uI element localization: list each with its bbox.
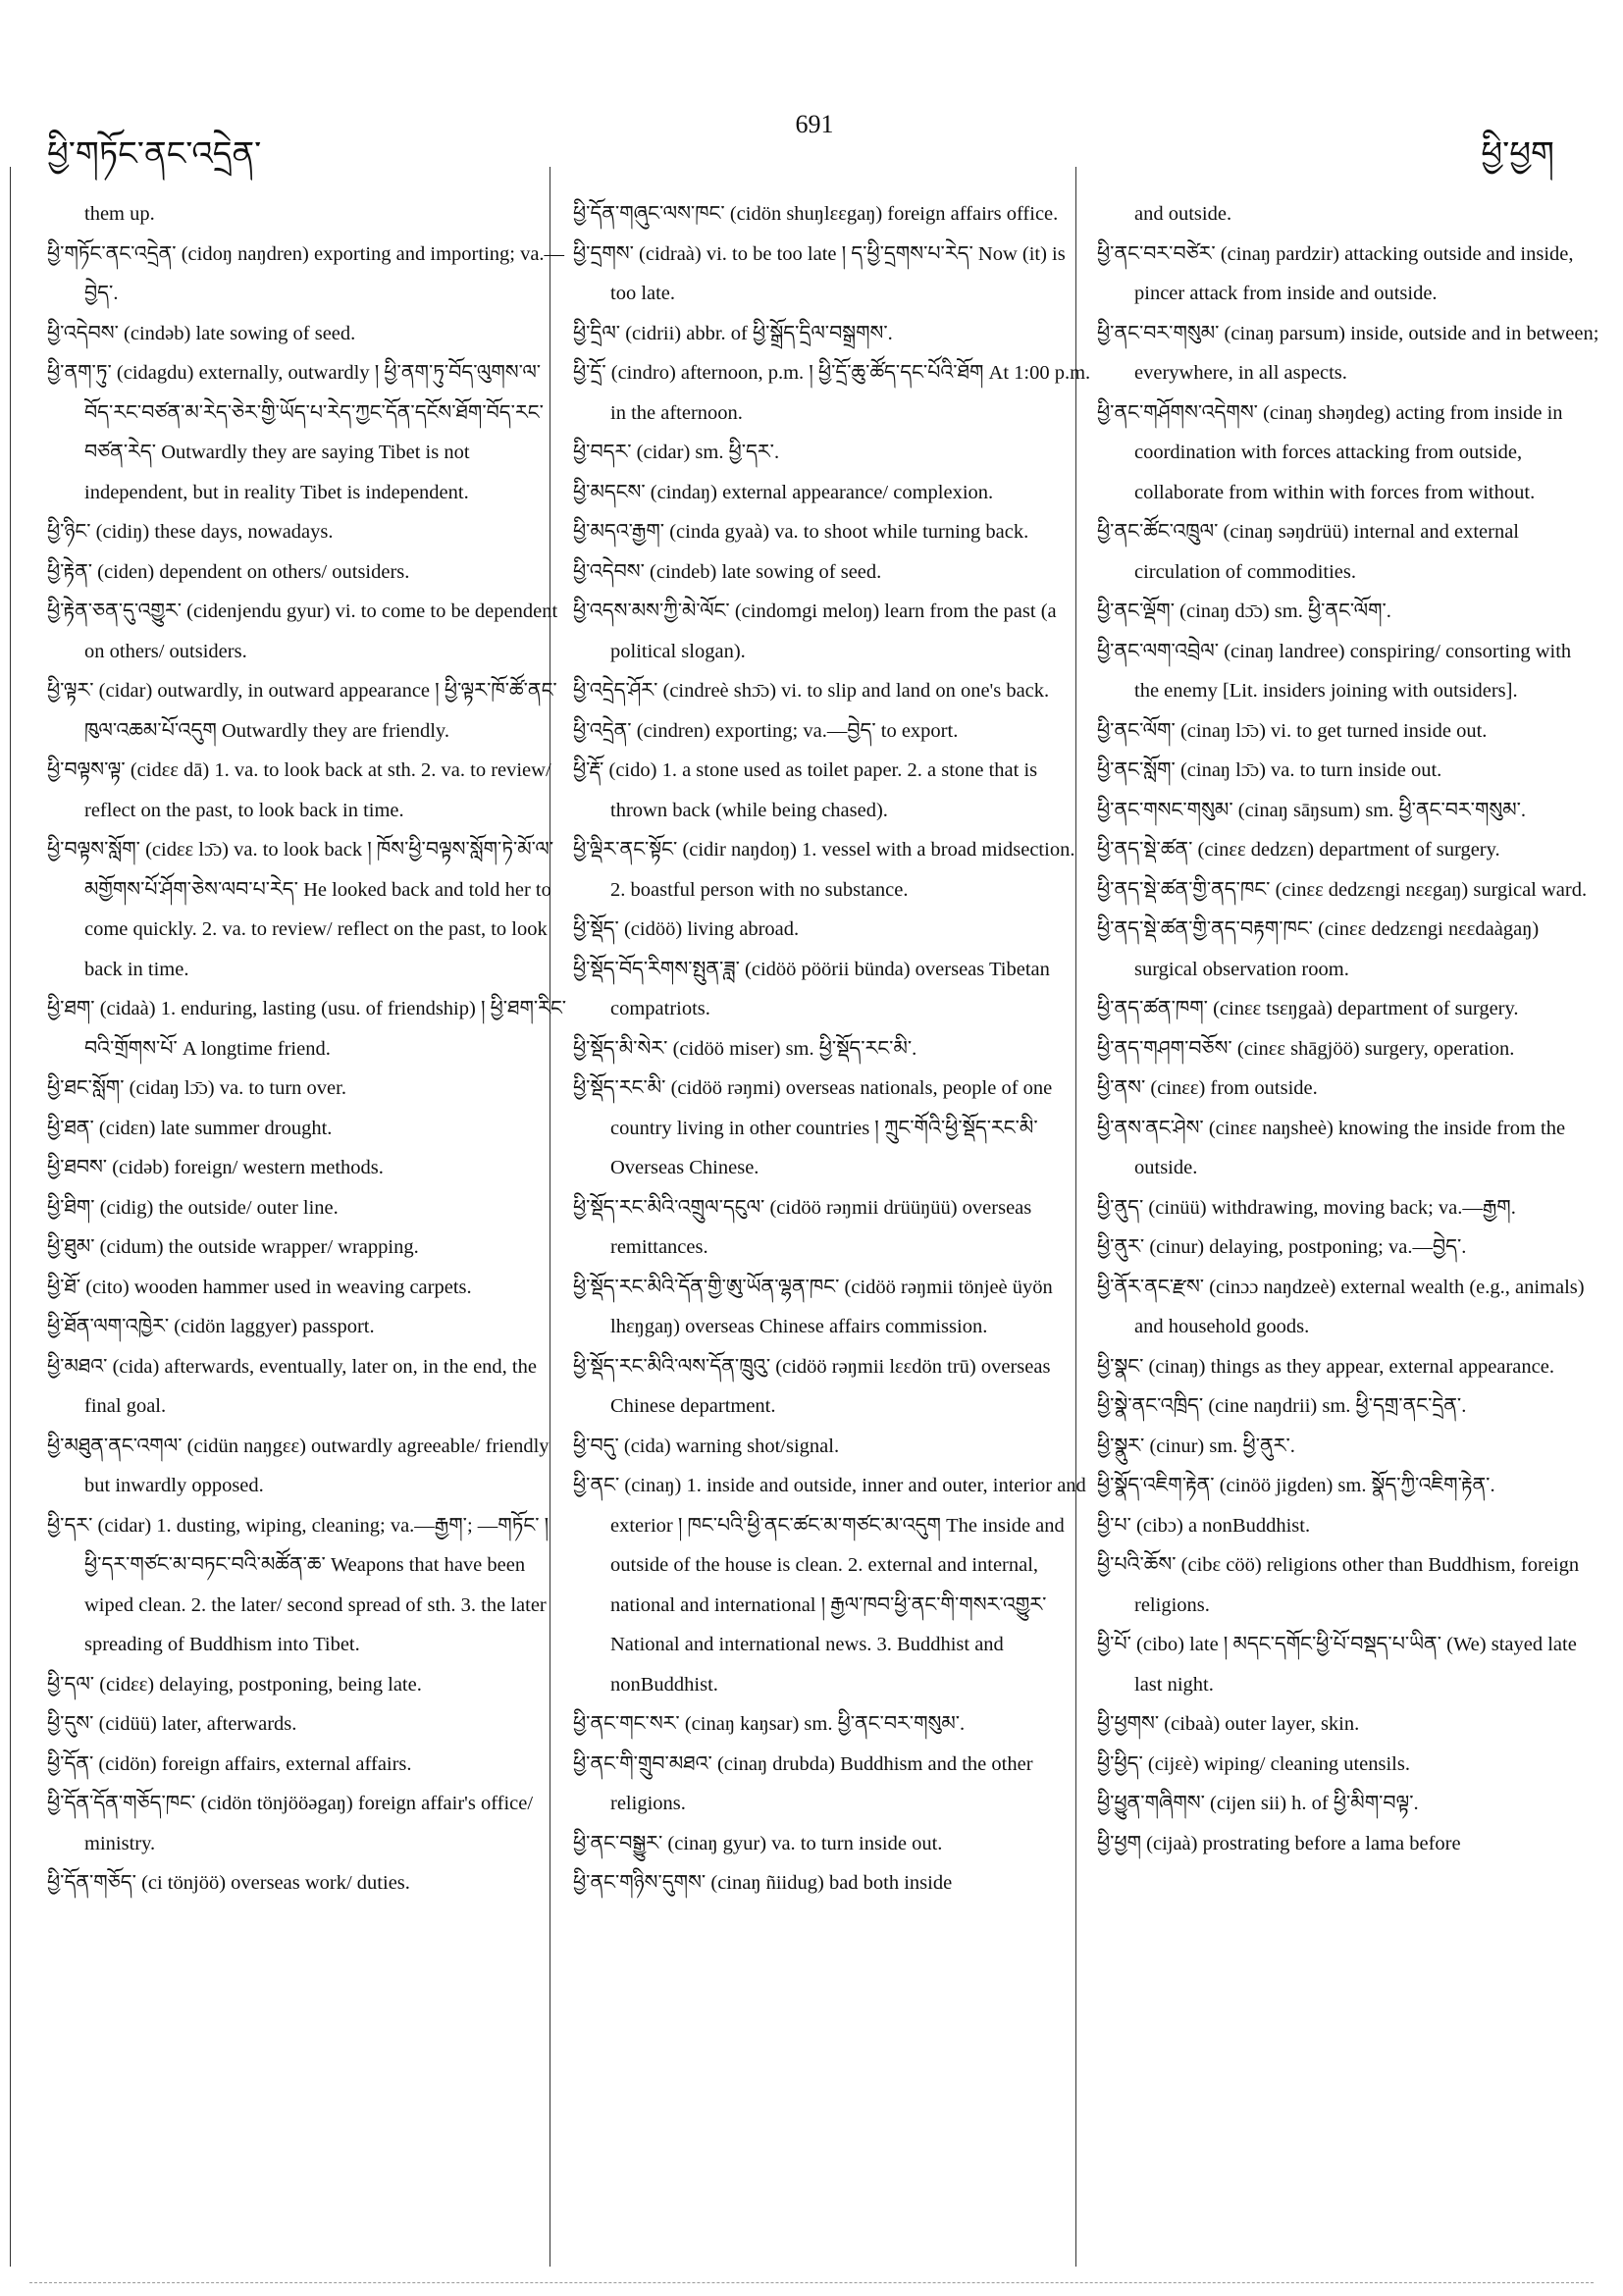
dictionary-entry: ཕྱི་སྡོད་ (cidöö) living abroad. xyxy=(573,918,800,940)
dictionary-entry: ཕྱི་ཕྱུན་གཞིགས་ (cijen sii) h. of ཕྱི་མིག་བལྟ་. xyxy=(1097,1793,1419,1814)
dictionary-entry: ཕྱི་དུས་ (cidüü) later, afterwards. xyxy=(47,1713,297,1735)
dictionary-entry: ཕྱི་ནང་ཚོང་འཁྲུལ་ (cinaŋ səŋdrüü) internal and external circulation of commodities. xyxy=(1097,521,1519,583)
dictionary-entry: ཕྱི་ཕྱག (cijaà) prostrating before a lama before xyxy=(1097,1832,1461,1854)
dictionary-entry: ཕྱི་སྡོད་རང་མིའི་འགྲུལ་དངུལ་ (cidöö rəŋmii drüüŋüü) overseas remittances. xyxy=(573,1196,1032,1258)
dictionary-entry: ཕྱི་ཐུམ་ (cidum) the outside wrapper/ wrapping. xyxy=(47,1236,419,1258)
dictionary-entry: ཕྱི་སྡོད་རང་མི་ (cidöö rəŋmi) overseas nationals, people of one country living in other countries ། ཀྲུང་གོའི་ཕྱི་སྡོད་རང་མི་ Overseas Chinese. xyxy=(573,1077,1053,1178)
dictionary-entry: ཕྱི་དར་ (cidar) 1. dusting, wiping, cleaning; va.—རྒྱག་; —གཏོང་ ། ཕྱི་དར་གཙང་མ་བཏང་བའི་མཚོན་ཆ་ Weapons that have been wiped clean. 2. the later/ second spread of sth. 3. the later spreading of Buddhism into Tibet. xyxy=(47,1514,550,1655)
dictionary-entry: ཕྱི་ནང་ལག་འབྲེལ་ (cinaŋ landree) conspiring/ consorting with the enemy [Lit. insiders joining with outsiders]. xyxy=(1097,640,1572,702)
dictionary-entry: ཕྱི་པའི་ཆོས་ (cibε cöö) religions other than Buddhism, foreign religions. xyxy=(1097,1554,1580,1616)
dictionary-entry: ཕྱི་ནང་གསང་གསུམ་ (cinaŋ sāŋsum) sm. ཕྱི་ནང་བར་གསུམ་. xyxy=(1097,799,1527,821)
dictionary-entry: ཕྱི་དྲོ་ (cindro) afternoon, p.m. ། ཕྱི་དྲོ་ཆུ་ཚོད་དང་པོའི་ཐོག At 1:00 p.m. in the afternoon. xyxy=(573,362,1091,424)
dictionary-entry: ཕྱི་ལྟར་ (cidar) outwardly, in outward appearance ། ཕྱི་ལྟར་ཁོ་ཚོ་ནང་ཁུལ་འཆམ་པོ་འདུག Outwardly they are friendly. xyxy=(47,680,557,742)
dictionary-entry: ཕྱི་ཉིང་ (cidiŋ) these days, nowadays. xyxy=(47,521,334,543)
dictionary-entry: ཕྱི་ནང་ (cinaŋ) 1. inside and outside, inner and outer, interior and exterior ། ཁང་པའི་ཕྱི་ནང་ཚང་མ་གཙང་མ་འདུག The inside and outside of the house is clean. 2. external and internal, national and international ། རྒྱལ་ཁབ་ཕྱི་ནང་གི་གསར་འགྱུར་ National and international news. 3. Buddhist and nonBuddhist. xyxy=(573,1475,1086,1696)
dictionary-entry: ཕྱི་གཏོང་ནང་འདྲེན་ (cidoŋ naŋdren) exporting and importing; va.—བྱེད་. xyxy=(47,242,565,304)
dictionary-entry: ཕྱི་རྟེན་ (ciden) dependent on others/ outsiders. xyxy=(47,560,410,583)
dictionary-entry: ཕྱི་དལ་ (cidεε) delaying, postponing, being late. xyxy=(47,1673,422,1696)
dictionary-entry: ཕྱི་དོན་གཅོད་ (ci tönjöö) overseas work/ duties. xyxy=(47,1872,410,1894)
dictionary-entry: ཕྱི་པོ་ (cibo) late ། མདང་དགོང་ཕྱི་པོ་བསྡད་པ་ཡིན་ (We) stayed late last night. xyxy=(1097,1634,1577,1696)
dictionary-entry: ཕྱི་ནང་ལྡོག་ (cinaŋ dɔ̄ɔ) sm. ཕྱི་ནང་ལོག་. xyxy=(1097,600,1391,622)
dictionary-entry: ཕྱི་བདུ་ (cida) warning shot/signal. xyxy=(573,1435,840,1457)
dictionary-entry: ཕྱི་དོན་དོན་གཅོད་ཁང་ (cidön tönjööəgaŋ) foreign affair's office/ ministry. xyxy=(47,1793,534,1854)
dictionary-entry: ཕྱི་ནང་གང་སར་ (cinaŋ kaŋsar) sm. ཕྱི་ནང་བར་གསུམ་. xyxy=(573,1713,966,1735)
page-number: 691 xyxy=(795,110,834,138)
dictionary-entry: ཕྱི་ཕྱིད་ (cijεè) wiping/ cleaning utensils. xyxy=(1097,1752,1410,1775)
dictionary-entry: ཕྱི་སྣང་ (cinaŋ) things as they appear, external appearance. xyxy=(1097,1355,1554,1378)
dictionary-entry: ཕྱི་བལྟས་སློག་ (cidεε lɔ̄ɔ) va. to look back ། ཁོས་ཕྱི་བལྟས་སློག་ཏེ་མོ་ལ་མགྱོགས་པོ་ཤོག་ཅེས་ལབ་པ་རེད་ He looked back and told her to come quickly. 2. va. to review/ reflect on the past, to look back in time. xyxy=(47,839,554,980)
scan-bottom-edge xyxy=(29,2282,1594,2283)
dictionary-entry: ཕྱི་དོན་གཞུང་ལས་ཁང་ (cidön shuŋlεεgaŋ) foreign affairs office. xyxy=(573,203,1059,225)
dictionary-entry: ཕྱི་ནད་སྡེ་ཚན་གྱི་ནད་ཁང་ (cinεε dedzεngi nεεgaŋ) surgical ward. xyxy=(1097,878,1588,901)
dictionary-entry: ཕྱི་ཐང་སློག་ (cidaŋ lɔ̄ɔ) va. to turn over. xyxy=(47,1077,346,1099)
dictionary-entry: ཕྱི་ནད་སྡེ་ཚན་ (cinεε dedzεn) department of surgery. xyxy=(1097,839,1500,861)
dictionary-entry: ཕྱི་ཐག་ (cidaà) 1. enduring, lasting (usu. of friendship) ། ཕྱི་ཐག་རིང་བའི་གྲོགས་པོ་ A longtime friend. xyxy=(47,998,567,1060)
right-running-headword: ཕྱི་ཕྱག xyxy=(1481,136,1554,173)
dictionary-entry: and outside. xyxy=(1134,203,1232,225)
dictionary-entry: ཕྱི་ཐན་ (cidεn) late summer drought. xyxy=(47,1117,333,1139)
dictionary-entry: ཕྱི་སྡོད་རང་མིའི་ལས་དོན་ཁྲུའུ་ (cidöö rəŋmii lεεdön trū) overseas Chinese department. xyxy=(573,1355,1051,1417)
dictionary-entry: ཕྱི་ནུར་ (cinur) delaying, postponing; va.—བྱེད་. xyxy=(1097,1236,1467,1258)
dictionary-entry: ཕྱི་མདའ་རྒྱག་ (cinda gyaà) va. to shoot while turning back. xyxy=(573,521,1029,543)
dictionary-entry: ཕྱི་ནང་སློག་ (cinaŋ lɔ̄ɔ) va. to turn inside out. xyxy=(1097,759,1442,781)
column-1 xyxy=(47,194,567,1904)
dictionary-entry: ཕྱི་བལྟས་ལྟ་ (cidεε dā) 1. va. to look back at sth. 2. va. to review/ reflect on the past, to look back in time. xyxy=(47,759,551,821)
dictionary-entry: ཕྱི་འདྲེན་ (cindren) exporting; va.—བྱེད་ to export. xyxy=(573,719,959,742)
dictionary-entry: ཕྱི་ནད་ཚན་ཁག་ (cinεε tsεŋgaà) department of surgery. xyxy=(1097,998,1519,1019)
dictionary-entry: ཕྱི་རྟེན་ཅན་དུ་འགྱུར་ (cidenjendu gyur) vi. to come to be dependent on others/ outsiders. xyxy=(47,600,558,662)
dictionary-entry: ཕྱི་མཐའ་ (cida) afterwards, eventually, later on, in the end, the final goal. xyxy=(47,1355,537,1417)
dictionary-entry: ཕྱི་ནང་གཤོགས་འདེགས་ (cinaŋ shəŋdeg) acting from inside in coordination with forces attacking from outside, collaborate from within with forces from without. xyxy=(1097,401,1563,503)
dictionary-entry: ཕྱི་ནུད་ (cinüü) withdrawing, moving back; va.—རྒྱག. xyxy=(1097,1196,1516,1219)
dictionary-entry: ཕྱི་ནང་བར་གསུམ་ (cinaŋ parsum) inside, outside and in between; everywhere, in all aspects. xyxy=(1097,322,1599,384)
dictionary-entry: ཕྱི་ཐོ་ (cito) wooden hammer used in weaving carpets. xyxy=(47,1276,472,1298)
dictionary-entry: ཕྱི་རྡོ་ (cido) 1. a stone used as toilet paper. 2. a stone that is thrown back (while being chased). xyxy=(573,759,1038,821)
dictionary-entry: ཕྱི་ཕྱགས་ (cibaà) outer layer, skin. xyxy=(1097,1713,1360,1735)
dictionary-entry: ཕྱི་སྣོད་འཇིག་རྟེན་ (cinöö jigden) sm. སྣོད་ཀྱི་འཇིག་རྟེན་. xyxy=(1097,1475,1495,1496)
dictionary-entry: ཕྱི་སྡོད་བོད་རིགས་སྤུན་ཟླ་ (cidöö pöörii bünda) overseas Tibetan compatriots. xyxy=(573,958,1050,1019)
dictionary-entry: ཕྱི་ནང་གཉིས་དུགས་ (cinaŋ ñiidug) bad both inside xyxy=(573,1872,953,1894)
dictionary-entry: ཕྱི་ལྡིར་ནང་སྟོང་ (cidir naŋdoŋ) 1. vessel with a broad midsection. 2. boastful person with no substance. xyxy=(573,839,1075,901)
left-page-edge-rule xyxy=(10,167,11,2267)
dictionary-entry: ཕྱི་སྡོད་རང་མིའི་དོན་གྱི་ཨུ་ཡོན་ལྷན་ཁང་ (cidöö rəŋmii tönjeè üyön lhεŋgaŋ) overseas Chinese affairs commission. xyxy=(573,1276,1053,1337)
dictionary-entry: ཕྱི་འདས་མས་ཀྱི་མེ་ལོང་ (cindomgi meloŋ) learn from the past (a political slogan). xyxy=(573,600,1057,662)
left-running-headword: ཕྱི་གཏོང་ནང་འདྲེན་ xyxy=(47,136,262,173)
dictionary-entry: ཕྱི་འདེབས་ (cindeb) late sowing of seed. xyxy=(573,560,882,583)
dictionary-entry: ཕྱི་དྲིལ་ (cidrii) abbr. of ཕྱི་སྒྲོད་དྲིལ་བསྒྲགས་. xyxy=(573,322,893,344)
dictionary-entry: ཕྱི་ཐོན་ལག་འཁྱེར་ (cidön laggyer) passport. xyxy=(47,1316,375,1337)
dictionary-entry: ཕྱི་ནང་གི་གྲུབ་མཐའ་ (cinaŋ drubda) Buddhism and the other religions. xyxy=(573,1752,1033,1814)
dictionary-entry: ཕྱི་སྣུར་ (cinur) sm. ཕྱི་ནུར་. xyxy=(1097,1435,1295,1457)
dictionary-entry: them up. xyxy=(84,203,155,225)
dictionary-entry: ཕྱི་མདངས་ (cindaŋ) external appearance/ complexion. xyxy=(573,481,994,503)
dictionary-entry: ཕྱི་ནག་ཏུ་ (cidagdu) externally, outwardly ། ཕྱི་ནག་ཏུ་བོད་ལུགས་ལ་བོད་རང་བཙན་མ་རེད་ཅེར་གྱི་ཡོད་པ་རེད་ཀྱང་དོན་དངོས་ཐོག་བོད་རང་བཙན་རེད་ Outwardly they are saying Tibet is not independent, but in reality Tibet is independent. xyxy=(47,362,544,503)
dictionary-entry: ཕྱི་སྣེ་ནང་འཁྲིད་ (cine naŋdrii) sm. ཕྱི་དགྲ་ནང་དྲེན་. xyxy=(1097,1395,1467,1417)
dictionary-entry: ཕྱི་དོན་ (cidön) foreign affairs, external affairs. xyxy=(47,1752,412,1775)
dictionary-entry: ཕྱི་ནས་ནང་ཤེས་ (cinεε naŋsheè) knowing the inside from the outside. xyxy=(1097,1117,1566,1178)
dictionary-entry: ཕྱི་སྡོད་མི་སེར་ (cidöö miser) sm. ཕྱི་སྡོད་རང་མི་. xyxy=(573,1037,917,1060)
dictionary-entry: ཕྱི་འདེབས་ (cindəb) late sowing of seed. xyxy=(47,322,356,344)
dictionary-entry: ཕྱི་བདར་ (cidar) sm. ཕྱི་དར་. xyxy=(573,442,780,463)
dictionary-entry: ཕྱི་ནང་ལོག་ (cinaŋ lɔ̄ɔ) vi. to get turned inside out. xyxy=(1097,719,1488,742)
dictionary-entry: ཕྱི་ནད་སྡེ་ཚན་གྱི་ནད་བརྟག་ཁང་ (cinεε dedzεngi nεεdaàgaŋ) surgical observation room. xyxy=(1097,918,1540,980)
dictionary-entry: ཕྱི་ནས་ (cinεε) from outside. xyxy=(1097,1077,1318,1099)
dictionary-entry: ཕྱི་ཐབས་ (cidəb) foreign/ western methods. xyxy=(47,1157,384,1178)
dictionary-entry: ཕྱི་ཐིག་ (cidig) the outside/ outer line. xyxy=(47,1196,339,1219)
dictionary-entry: ཕྱི་ནང་བར་བཙེར་ (cinaŋ pardzir) attacking outside and inside, pincer attack from inside and outside. xyxy=(1097,242,1574,304)
dictionary-entry: ཕྱི་ནད་གཤག་བཅོས་ (cinεε shāgjöö) surgery, operation. xyxy=(1097,1037,1515,1060)
dictionary-entry: ཕྱི་འདྲེད་ཤོར་ (cindreè shɔ̄ɔ) vi. to slip and land on one's back. xyxy=(573,680,1050,702)
dictionary-entry: ཕྱི་མཐུན་ནང་འགལ་ (cidün naŋgεε) outwardly agreeable/ friendly but inwardly opposed. xyxy=(47,1435,550,1496)
dictionary-entry: ཕྱི་དྲགས་ (cidraà) vi. to be too late ། ད་ཕྱི་དྲགས་པ་རེད་ Now (it) is too late. xyxy=(573,242,1066,304)
column-2 xyxy=(573,194,1093,1904)
dictionary-entry: ཕྱི་ནང་བསྒྱུར་ (cinaŋ gyur) va. to turn inside out. xyxy=(573,1832,943,1854)
dictionary-entry: ཕྱི་ནོར་ནང་རྫས་ (cinɔɔ naŋdzeè) external wealth (e.g., animals) and household goods. xyxy=(1097,1276,1585,1337)
column-3 xyxy=(1097,194,1599,1863)
dictionary-entry: ཕྱི་པ་ (cibɔ) a nonBuddhist. xyxy=(1097,1514,1311,1537)
